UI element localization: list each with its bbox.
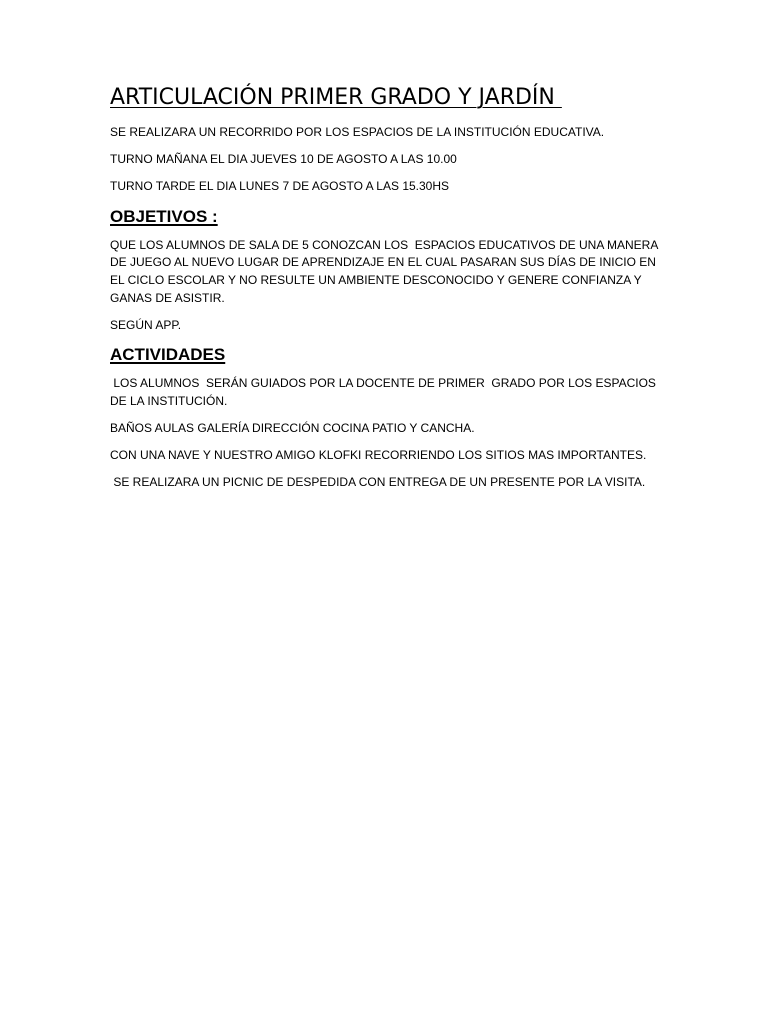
- objetivos-paragraph: QUE LOS ALUMNOS DE SALA DE 5 CONOZCAN LOS ESPACIOS EDUCATIVOS DE UNA MANERA DE JUEGO AL NUEVO LUGAR DE APRENDIZAJE EN EL CUAL PASARAN SUS DÍAS DE INICIO EN EL CICLO ESCOLAR Y NO RESULTE UN AMBIENTE DESCONOCIDO Y GENERE CONFIANZA Y GANAS DE ASISTIR.: [110, 237, 662, 305]
- actividades-heading: ACTIVIDADES: [110, 345, 226, 365]
- actividades-paragraph: BAÑOS AULAS GALERÍA DIRECCIÓN COCINA PATIO Y CANCHA.: [110, 420, 475, 435]
- document-page: [110, 84, 662, 501]
- intro-paragraph: TURNO TARDE EL DIA LUNES 7 DE AGOSTO A LAS 15.30HS: [110, 179, 450, 194]
- intro-paragraph: TURNO MAÑANA EL DIA JUEVES 10 DE AGOSTO A LAS 10.00: [110, 152, 457, 167]
- document-title: ARTICULACIÓN PRIMER GRADO Y JARDÍN: [110, 85, 562, 110]
- actividades-paragraph: LOS ALUMNOS SERÁN GUIADOS POR LA DOCENTE DE PRIMER GRADO POR LOS ESPACIOS DE LA INSTITUCIÓN.: [110, 376, 660, 408]
- actividades-paragraph: CON UNA NAVE Y NUESTRO AMIGO KLOFKI RECORRIENDO LOS SITIOS MAS IMPORTANTES.: [110, 448, 647, 463]
- actividades-paragraph: SE REALIZARA UN PICNIC DE DESPEDIDA CON ENTREGA DE UN PRESENTE POR LA VISITA.: [110, 475, 646, 490]
- objetivos-heading: OBJETIVOS :: [110, 206, 218, 226]
- objetivos-paragraph: SEGÚN APP.: [110, 317, 182, 332]
- intro-paragraph: SE REALIZARA UN RECORRIDO POR LOS ESPACIOS DE LA INSTITUCIÓN EDUCATIVA.: [110, 125, 605, 139]
